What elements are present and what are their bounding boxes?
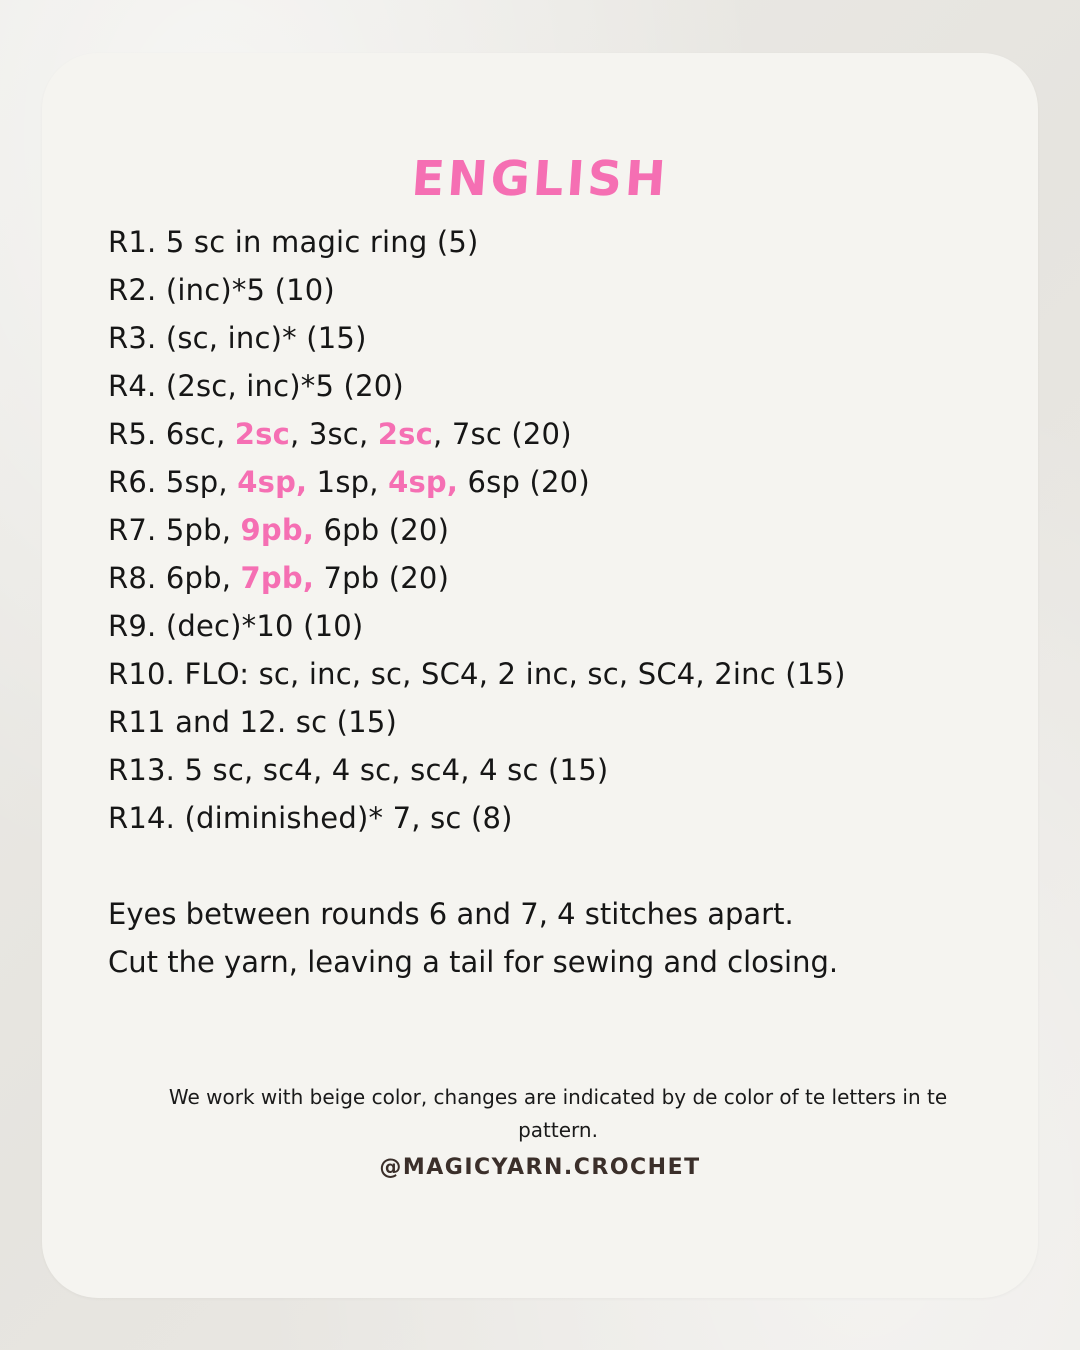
round-text-segment: R10. FLO: sc, inc, sc, SC4, 2 inc, sc, SC4, 2inc (15) <box>108 657 846 691</box>
round-text-segment: R3. (sc, inc)* (15) <box>108 321 367 355</box>
round-text-segment: R9. (dec)*10 (10) <box>108 609 364 643</box>
round-line <box>108 554 846 602</box>
round-text-segment: , 3sc, <box>290 417 378 451</box>
round-text-segment: R4. (2sc, inc)*5 (20) <box>108 369 404 403</box>
eyes-note: Eyes between rounds 6 and 7, 4 stitches apart. <box>108 897 794 931</box>
round-line <box>108 218 846 266</box>
round-line <box>108 362 846 410</box>
rounds-list <box>108 218 846 842</box>
round-line <box>108 314 846 362</box>
round-text-segment: R5. 6sc, <box>108 417 235 451</box>
round-line <box>108 650 846 698</box>
round-text-segment: R1. 5 sc in magic ring (5) <box>108 225 479 259</box>
round-text-segment: 1sp, <box>307 465 389 499</box>
round-text-segment: R8. 6pb, <box>108 561 241 595</box>
round-text-segment: R2. (inc)*5 (10) <box>108 273 335 307</box>
round-text-segment: 7pb (20) <box>314 561 450 595</box>
round-line <box>108 602 846 650</box>
color-change-segment: 4sp, <box>237 465 308 499</box>
instructions-notes <box>108 890 838 986</box>
color-change-segment: 2sc <box>377 417 434 451</box>
color-change-segment: 7pb, <box>240 561 315 595</box>
round-text-segment: R11 and 12. sc (15) <box>108 705 397 739</box>
round-line <box>108 698 846 746</box>
color-change-segment: 2sc <box>234 417 291 451</box>
social-handle: @MAGICYARN.CROCHET <box>379 1155 701 1180</box>
round-text-segment: , 7sc (20) <box>433 417 572 451</box>
round-line <box>108 746 846 794</box>
finishing-note: Cut the yarn, leaving a tail for sewing and closing. <box>108 945 839 979</box>
color-change-segment: 9pb, <box>240 513 315 547</box>
round-text-segment: R7. 5pb, <box>108 513 241 547</box>
round-text-segment: R13. 5 sc, sc4, 4 sc, sc4, 4 sc (15) <box>108 753 609 787</box>
color-change-segment: 4sp, <box>388 465 459 499</box>
pattern-card <box>42 53 1038 1298</box>
round-text-segment: 6pb (20) <box>314 513 450 547</box>
color-footnote: We work with beige color, changes are indicated by de color of te letters in te pattern. <box>168 1085 948 1142</box>
page-title: ENGLISH <box>409 151 671 207</box>
round-text-segment: 6sp (20) <box>458 465 590 499</box>
round-line <box>108 506 846 554</box>
round-line <box>108 794 846 842</box>
round-text-segment: R14. (diminished)* 7, sc (8) <box>108 801 513 835</box>
round-text-segment: R6. 5sp, <box>108 465 238 499</box>
round-line <box>108 266 846 314</box>
round-line <box>108 458 846 506</box>
round-line <box>108 410 846 458</box>
